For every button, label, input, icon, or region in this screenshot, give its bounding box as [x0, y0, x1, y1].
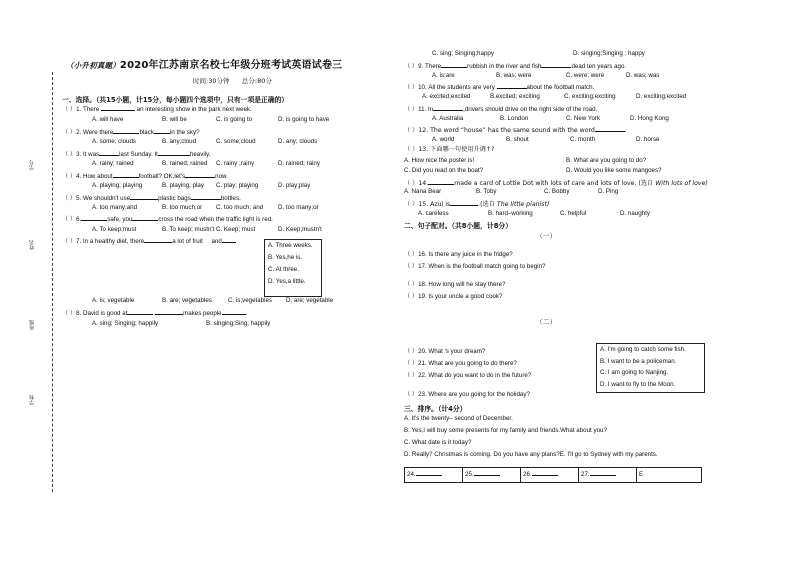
title-text: 2020年江苏南京名校七年级分班考试英语试卷三: [119, 60, 343, 71]
answer-cell-27[interactable]: 27.: [579, 468, 637, 482]
answer-cell-24[interactable]: 24.: [405, 468, 463, 482]
q1-option-b: B. will be: [162, 116, 187, 123]
section2-answer-box: [596, 343, 705, 393]
q12-option-c: C. month: [570, 136, 596, 143]
q9-option-b: B. was; were: [496, 72, 532, 79]
q4-option-d: D. play;play: [278, 182, 311, 189]
q15-option-c: C. helpful: [560, 210, 587, 217]
q12-option-d: D. horse: [636, 136, 660, 143]
q7-option-d: D. are; vegetable: [286, 297, 334, 304]
q4-stem: （ ）4. How about football? OK,let's now.: [62, 173, 228, 180]
sort-sentence-b: B. Yes,I will buy some presents for my family and friends.What about you?: [404, 427, 607, 434]
q7-option-c: C. is;vegetables: [228, 297, 273, 304]
q4-option-a: A. playing; playing: [92, 182, 143, 189]
q5-option-c: C. too much; and: [216, 204, 264, 211]
binding-line: [52, 72, 53, 492]
q3-option-b: B. rained; rained: [162, 160, 208, 167]
box-option-b: B. Yes,he is.: [268, 254, 303, 261]
q13-stem: （ ）13. 下面哪一句使用升调↑?: [404, 146, 495, 153]
q8-option-a: A. sing; Singing; happily: [92, 320, 159, 327]
q6-option-b: B. To keep; mustn't: [162, 226, 215, 233]
q10-option-b: B.excited; exciting: [490, 93, 540, 100]
q2-option-a: A. some; clouds: [92, 138, 137, 145]
q14-stem: （ ）14. made a card of Lottie Dot with lots of care and lots of love. (选自 With lots of love): [404, 180, 708, 187]
exam-meta: [193, 76, 272, 85]
q5-option-d: D. too many;or: [278, 204, 319, 211]
title-prefix: （小升初真题）: [66, 61, 120, 70]
q8-option-c: C. sing; Singing;happy: [432, 50, 494, 57]
q9-option-c: C. were; were: [566, 72, 605, 79]
side-label-name: 姓名: [29, 240, 35, 250]
box2-option-a: A. I'm going to catch some fish.: [600, 346, 686, 353]
box2-option-c: C. I am going to Nanjing.: [600, 369, 669, 376]
q10-option-c: C. exciting;exciting: [564, 93, 616, 100]
answer-cell-25[interactable]: 25.: [463, 468, 521, 482]
q11-option-b: B. London: [500, 115, 529, 122]
q5-option-a: A. too many;and: [92, 204, 138, 211]
q8-option-b: B. singing;Sing; happily: [206, 320, 271, 327]
q2-option-b: B. any;cloud: [162, 138, 197, 145]
q15-stem: （ ）15. Azul is .(选自 The little pianist): [404, 201, 550, 208]
answer-cell-26[interactable]: 26.: [521, 468, 579, 482]
q13-option-c: C. Did you read on the boat?: [404, 167, 484, 174]
box-option-a: A. Three weeks.: [268, 242, 313, 249]
q14-option-d: D. Ping: [598, 188, 619, 195]
q8-stem: （ ）8. David is good at . makes people .: [62, 310, 248, 317]
section2-heading: 二、句子配对。（共8小题，计8分）: [404, 222, 513, 230]
q7-option-b: B. are; vegetables: [162, 297, 212, 304]
q23-stem: （ ）23. Where are you going for the holiday?: [404, 391, 530, 398]
q11-option-c: C. New York: [566, 115, 601, 122]
q22-stem: （ ）22. What do you want to do in the future?: [404, 372, 532, 379]
q18-stem: （ ）18. How long will he stay there?: [404, 281, 506, 288]
answer-cell-e: E: [639, 471, 644, 478]
section2-part2-label: （二）: [536, 318, 557, 326]
box2-option-b: B. I want to be a policeman.: [600, 357, 677, 365]
q5-option-b: B. too much;or: [162, 204, 203, 211]
page-title: [66, 56, 342, 71]
q13-option-a: A. How nice the poster is!: [404, 157, 475, 164]
q14-option-b: B. Toby: [476, 188, 497, 195]
q14-option-c: C. Bobby: [544, 188, 570, 195]
box-option-d: D. Yes,a little.: [268, 278, 306, 285]
q7-stem: （ ）7. In a healthy diet, there a lot of fruit and: [62, 236, 236, 246]
q2-option-d: D. any; clouds: [278, 138, 318, 145]
q8-option-d: D. singing;Singing ; happy: [573, 50, 645, 57]
q12-option-a: A. world: [432, 136, 455, 143]
q17-stem: （ ）17. When is the football match going to begin?: [404, 263, 546, 270]
q6-stem: （ ）6. safe, you cross the road when the traffic light is red.: [62, 216, 273, 223]
q9-option-d: D. was; was: [626, 72, 660, 79]
q5-stem: （ ）5. We shouldn't use plastic bags bottles.: [62, 195, 241, 202]
q3-option-c: C. rainy ;rainy: [216, 160, 255, 167]
box-option-c: C. At three.: [268, 266, 299, 273]
q19-stem: （ ）19. Is your uncle a good cook?: [404, 293, 503, 300]
sort-sentence-a: A. It's the twenty– second of December.: [404, 415, 513, 422]
q11-stem: （ ）11. In ,drivers should drive on the right side of the road.: [404, 106, 598, 113]
q16-stem: （ ）16. Is there any juice in the fridge?: [404, 251, 513, 258]
section2-part1-label: （一）: [536, 232, 557, 240]
q7-option-a: A. is; vegetable: [92, 297, 135, 304]
q12-stem: （ ）12. The word “house” has the same sound with the word .: [404, 127, 627, 134]
q13-option-b: B. What are you going to do?: [566, 157, 647, 164]
q3-stem: （ ）3. It was last Sunday. It heavily.: [62, 151, 211, 158]
q2-stem: （ ）2. Were there black in the sky?: [62, 129, 200, 136]
q9-stem: （ ）9. There rubbish in the river and fish dead ten years ago.: [404, 63, 627, 70]
time-limit: 时间:30分钟: [193, 77, 230, 85]
q20-stem: （ ）20. What 's your dream?: [404, 348, 486, 355]
answer-table: [404, 467, 702, 483]
q12-option-b: B. shout: [506, 136, 529, 143]
q9-option-a: A. is;are: [432, 72, 455, 79]
q3-option-a: A. rainy; rained: [92, 160, 134, 167]
q1-option-c: C. is going to: [216, 116, 253, 123]
sort-sentence-d: D. Really? Christmas is coming. Do you have any plans?E. I'll go to Sydney with my parents.: [404, 451, 658, 458]
q6-option-d: D. Keep;mustn't: [278, 226, 322, 233]
q10-stem: （ ）10. All the students are very about the football match.: [404, 84, 595, 91]
q3-option-d: D. rained; rainy: [278, 160, 320, 167]
q15-option-b: B. hard–working: [488, 210, 533, 217]
q21-stem: （ ）21. What are you going to do there?: [404, 360, 517, 367]
q7-answer-box: [264, 239, 322, 297]
q1-stem: （ ）1. There an interesting show in the park next week.: [62, 106, 252, 113]
sort-sentence-c: C. What date is it today?: [404, 439, 472, 446]
side-label-class: 班级: [29, 320, 35, 330]
q15-option-d: D. naughty: [620, 210, 650, 217]
q6-option-a: A. To keep;must: [92, 226, 137, 233]
q11-option-a: A. Australia: [432, 115, 464, 122]
side-label-number: 学号: [29, 160, 35, 170]
q1-option-a: A. will have: [92, 116, 124, 123]
side-label-school: 学校: [29, 395, 35, 405]
section3-heading: 三、排序。（计4分）: [404, 405, 467, 413]
q1-option-d: D. is going to have: [278, 116, 330, 123]
q13-option-d: D. Would you like some mangoes?: [566, 167, 662, 174]
q10-option-d: D. exciting;excited: [636, 93, 687, 100]
box2-option-d: D. I want to fly to the Moon.: [600, 380, 676, 388]
q2-option-c: C. some;cloud: [216, 138, 256, 145]
q4-option-c: C. play; playing: [216, 182, 259, 189]
q4-option-b: B. playing; play: [162, 182, 204, 189]
q10-option-a: A. excited;excited: [422, 93, 471, 100]
q14-option-a: A. Nana Bear: [404, 188, 442, 195]
q11-option-d: D. Hong Kong: [630, 115, 669, 122]
q15-option-a: A. careless: [418, 210, 449, 217]
section1-heading: 一、选择。（共15小题，计15分，每小题四个选项中，只有一项是正确的）: [62, 96, 289, 104]
total-score: 总分:80分: [241, 77, 272, 85]
q6-option-c: C. Keep; must: [216, 226, 256, 233]
